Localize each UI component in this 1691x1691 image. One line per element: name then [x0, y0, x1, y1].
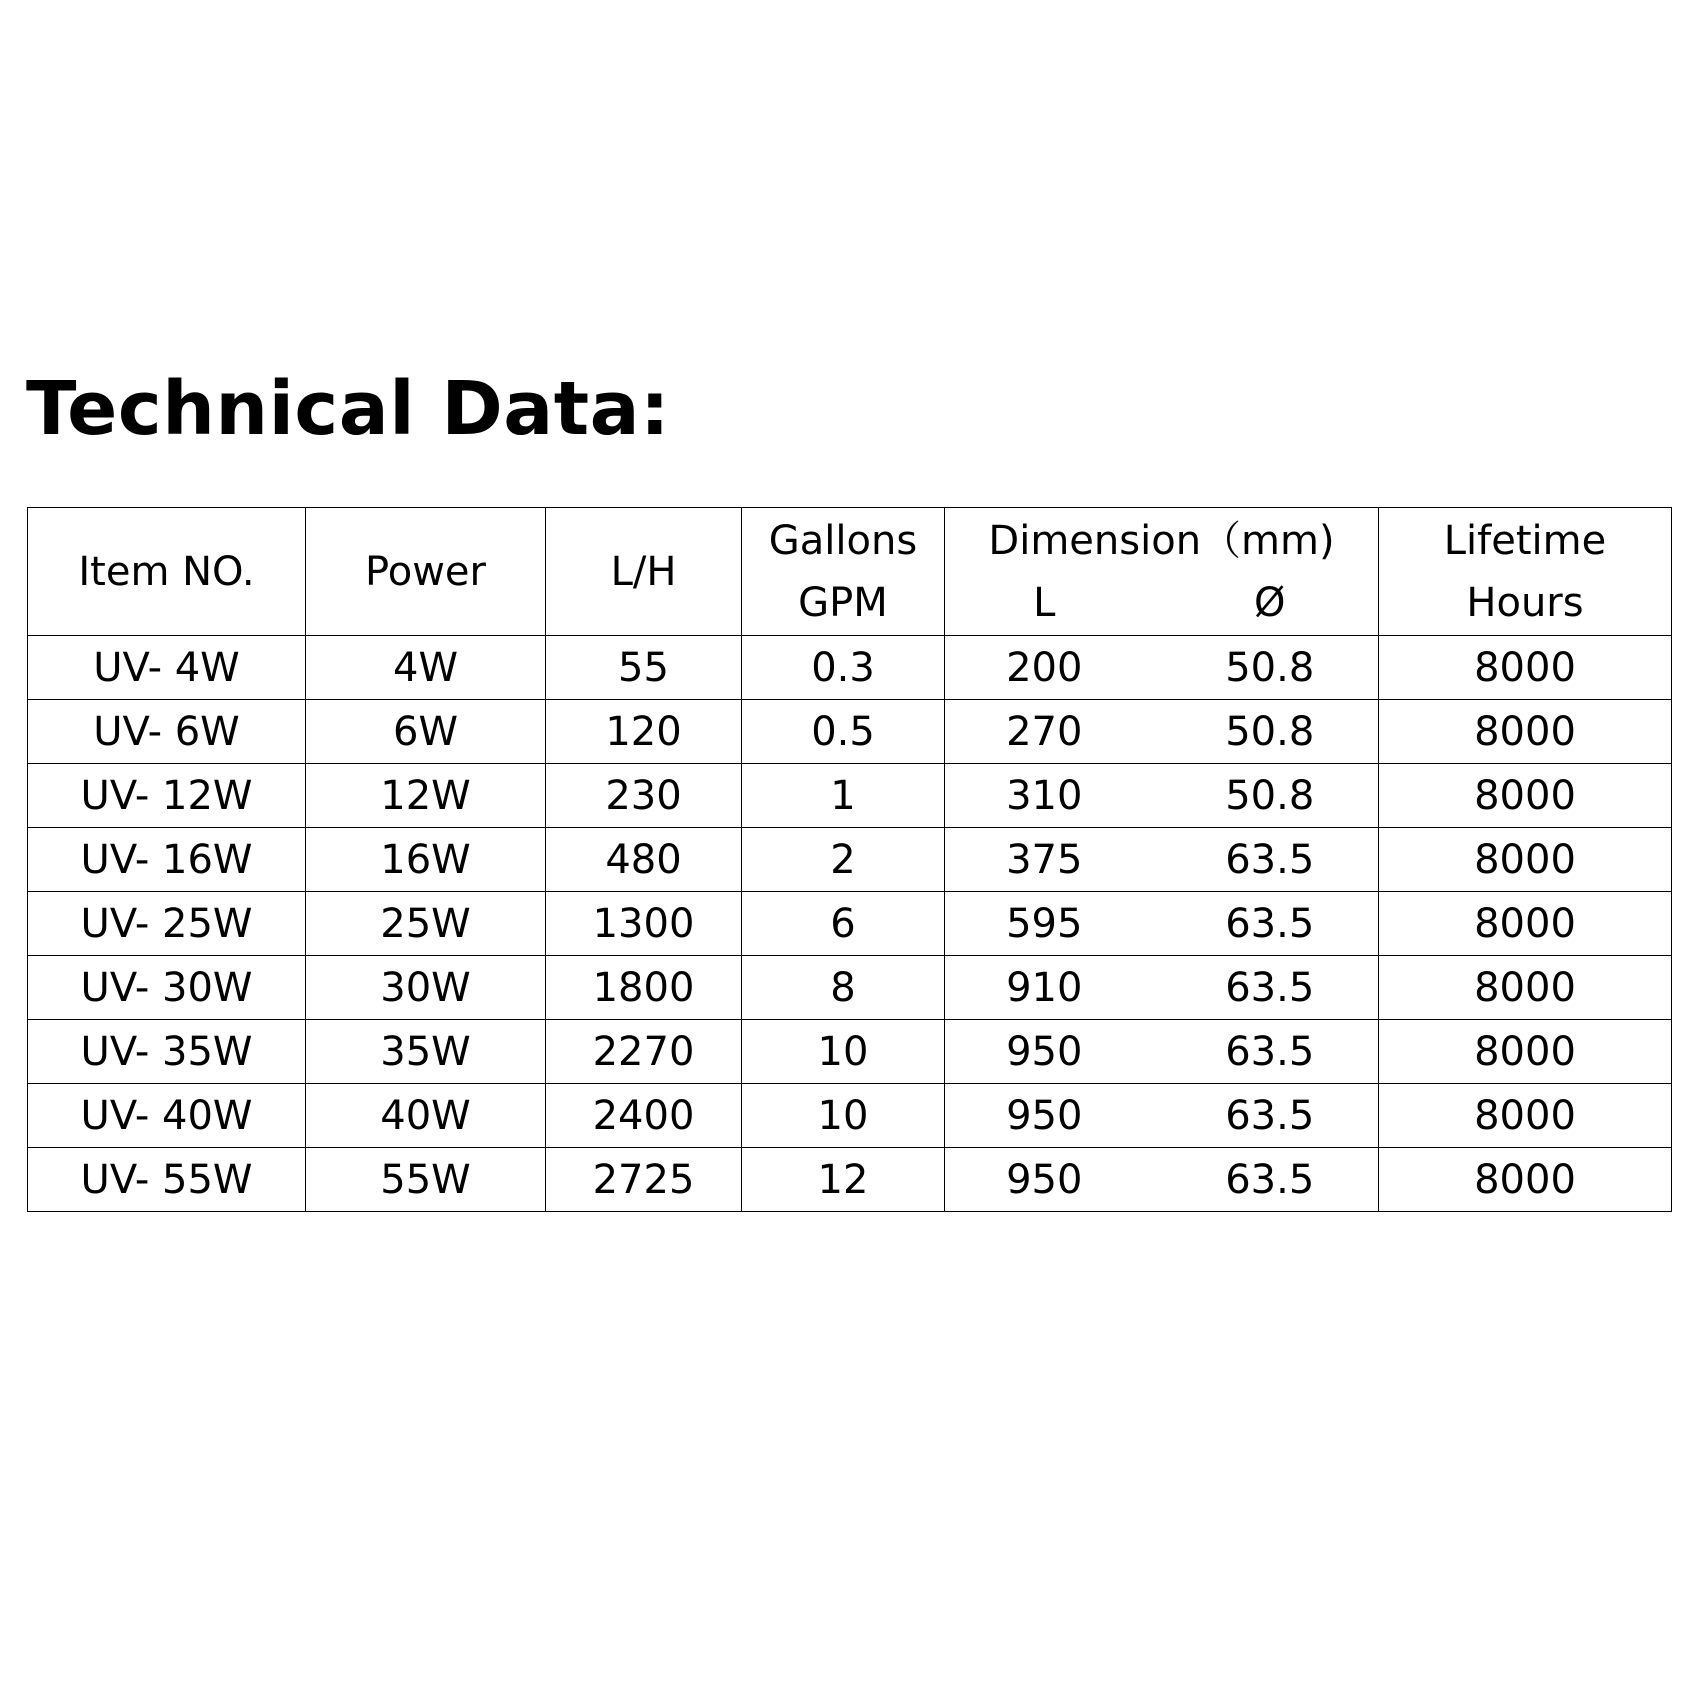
- cell-gpm: 10: [742, 1020, 945, 1084]
- cell-lh: 2270: [546, 1020, 742, 1084]
- cell-dimension-diameter: 63.5: [1225, 836, 1315, 883]
- table-row: [28, 700, 1672, 764]
- cell-dimension-diameter: 63.5: [1225, 900, 1315, 947]
- header-power-label: Power: [365, 548, 486, 595]
- table-row: [28, 764, 1672, 828]
- cell-dimension: [945, 1084, 1379, 1148]
- header-gallons: [742, 508, 945, 636]
- cell-lifetime-hours: 8000: [1379, 1020, 1672, 1084]
- cell-lh: 230: [546, 764, 742, 828]
- cell-dimension-length: 270: [1006, 708, 1083, 755]
- header-hours-label: Hours: [1466, 579, 1584, 626]
- cell-power: 16W: [306, 828, 546, 892]
- page-title: Technical Data:: [26, 366, 671, 452]
- cell-gpm: 12: [742, 1148, 945, 1212]
- table-row: [28, 956, 1672, 1020]
- cell-dimension-length: 310: [1006, 772, 1083, 819]
- cell-lifetime-hours: 8000: [1379, 764, 1672, 828]
- cell-dimension: [945, 700, 1379, 764]
- cell-dimension: [945, 764, 1379, 828]
- cell-item-no: UV- 30W: [28, 956, 306, 1020]
- cell-lh: 2400: [546, 1084, 742, 1148]
- technical-data-table: [27, 507, 1672, 1212]
- cell-power: 4W: [306, 636, 546, 700]
- cell-dimension-diameter: 50.8: [1225, 708, 1315, 755]
- cell-power: 6W: [306, 700, 546, 764]
- cell-item-no: UV- 35W: [28, 1020, 306, 1084]
- header-lifetime-label: Lifetime: [1443, 517, 1607, 564]
- cell-lh: 1300: [546, 892, 742, 956]
- header-power: [306, 508, 546, 636]
- table-body: [28, 508, 1672, 1212]
- header-dimension-length-label: L: [1033, 579, 1056, 626]
- cell-dimension: [945, 1020, 1379, 1084]
- cell-gpm: 8: [742, 956, 945, 1020]
- table-row: [28, 828, 1672, 892]
- cell-gpm: 6: [742, 892, 945, 956]
- cell-dimension-length: 950: [1006, 1092, 1083, 1139]
- header-dimension-label: Dimension（mm): [988, 517, 1335, 564]
- cell-dimension-length: 910: [1006, 964, 1083, 1011]
- cell-power: 55W: [306, 1148, 546, 1212]
- cell-dimension-diameter: 63.5: [1225, 964, 1315, 1011]
- cell-dimension: [945, 828, 1379, 892]
- header-gallons-label: Gallons: [768, 517, 918, 564]
- cell-lifetime-hours: 8000: [1379, 956, 1672, 1020]
- cell-lifetime-hours: 8000: [1379, 828, 1672, 892]
- cell-dimension-diameter: 63.5: [1225, 1028, 1315, 1075]
- cell-item-no: UV- 12W: [28, 764, 306, 828]
- cell-power: 35W: [306, 1020, 546, 1084]
- cell-lifetime-hours: 8000: [1379, 892, 1672, 956]
- cell-dimension-diameter: 63.5: [1225, 1156, 1315, 1203]
- cell-power: 40W: [306, 1084, 546, 1148]
- cell-lifetime-hours: 8000: [1379, 700, 1672, 764]
- cell-dimension-diameter: 63.5: [1225, 1092, 1315, 1139]
- table-row: [28, 636, 1672, 700]
- cell-lh: 120: [546, 700, 742, 764]
- cell-dimension-length: 200: [1006, 644, 1083, 691]
- cell-dimension-length: 950: [1006, 1156, 1083, 1203]
- cell-dimension-length: 950: [1006, 1028, 1083, 1075]
- cell-dimension-diameter: 50.8: [1225, 772, 1315, 819]
- table-row: [28, 1084, 1672, 1148]
- cell-item-no: UV- 25W: [28, 892, 306, 956]
- cell-dimension: [945, 892, 1379, 956]
- cell-lifetime-hours: 8000: [1379, 636, 1672, 700]
- table-row: [28, 892, 1672, 956]
- cell-dimension: [945, 956, 1379, 1020]
- cell-power: 12W: [306, 764, 546, 828]
- cell-lh: 480: [546, 828, 742, 892]
- cell-dimension: [945, 636, 1379, 700]
- cell-gpm: 10: [742, 1084, 945, 1148]
- header-item-no: [28, 508, 306, 636]
- cell-gpm: 0.5: [742, 700, 945, 764]
- cell-item-no: UV- 4W: [28, 636, 306, 700]
- cell-power: 30W: [306, 956, 546, 1020]
- header-lh: [546, 508, 742, 636]
- header-lifetime: [1379, 508, 1672, 636]
- header-dimension-diameter-label: Ø: [1254, 579, 1286, 626]
- cell-lh: 2725: [546, 1148, 742, 1212]
- header-gpm-label: GPM: [798, 579, 888, 626]
- cell-gpm: 2: [742, 828, 945, 892]
- header-lh-label: L/H: [610, 548, 677, 595]
- cell-gpm: 1: [742, 764, 945, 828]
- table-header-row: [28, 508, 1672, 636]
- cell-item-no: UV- 16W: [28, 828, 306, 892]
- cell-dimension-length: 375: [1006, 836, 1083, 883]
- header-item-no-label: Item NO.: [78, 548, 255, 595]
- cell-dimension-length: 595: [1006, 900, 1083, 947]
- cell-dimension-diameter: 50.8: [1225, 644, 1315, 691]
- table-row: [28, 1020, 1672, 1084]
- cell-gpm: 0.3: [742, 636, 945, 700]
- cell-dimension: [945, 1148, 1379, 1212]
- table-row: [28, 1148, 1672, 1212]
- cell-lifetime-hours: 8000: [1379, 1084, 1672, 1148]
- cell-lifetime-hours: 8000: [1379, 1148, 1672, 1212]
- header-dimension: [945, 508, 1379, 636]
- cell-power: 25W: [306, 892, 546, 956]
- cell-item-no: UV- 6W: [28, 700, 306, 764]
- cell-item-no: UV- 40W: [28, 1084, 306, 1148]
- cell-item-no: UV- 55W: [28, 1148, 306, 1212]
- cell-lh: 55: [546, 636, 742, 700]
- cell-lh: 1800: [546, 956, 742, 1020]
